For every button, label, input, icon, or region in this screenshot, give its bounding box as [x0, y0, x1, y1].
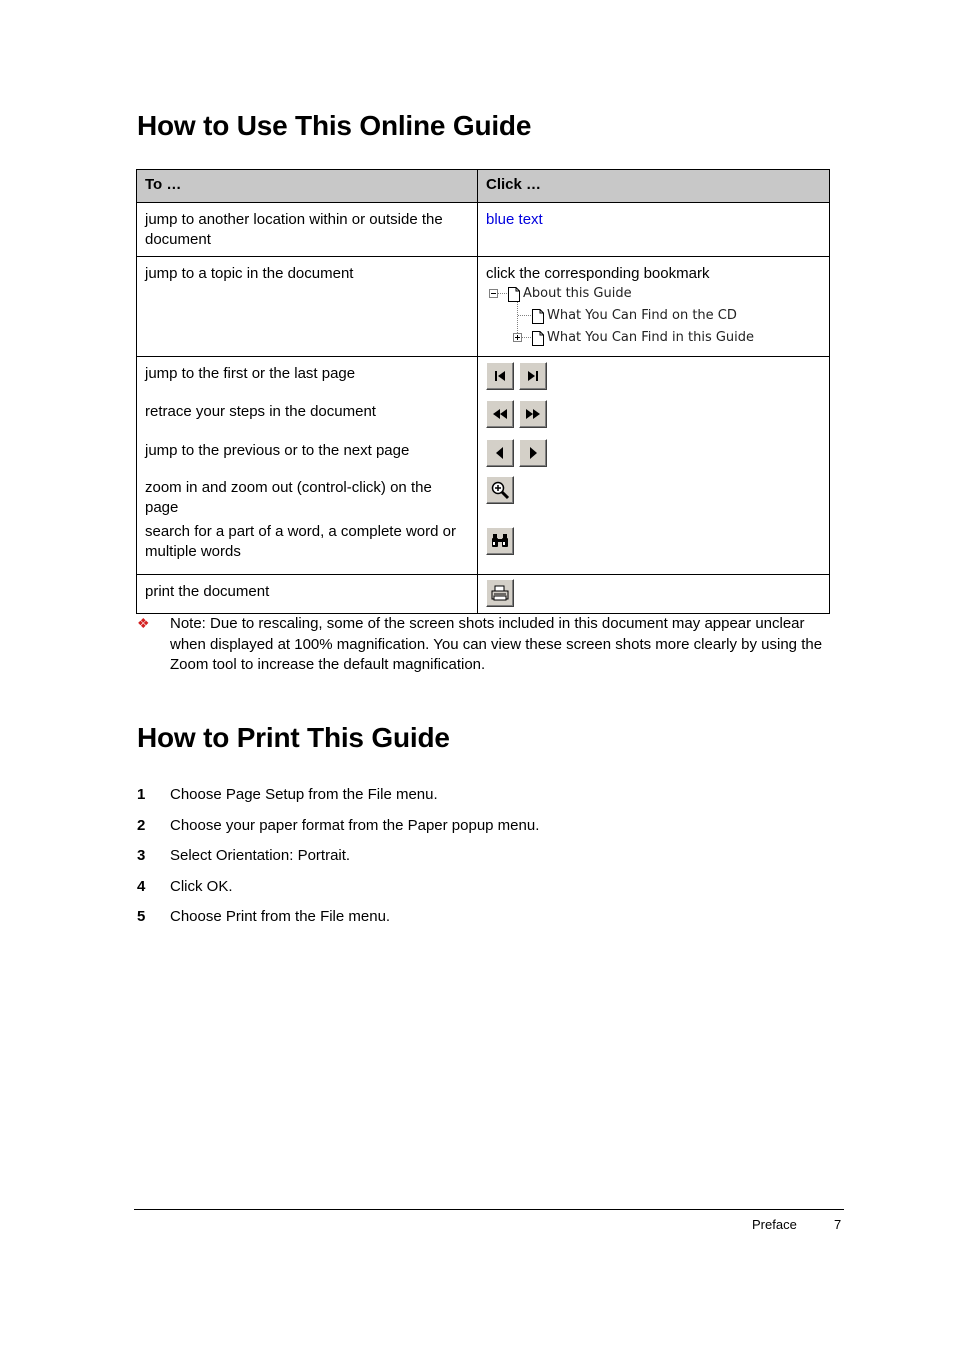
next-page-icon[interactable] [519, 439, 547, 467]
list-item [137, 878, 539, 909]
rescaling-note [137, 614, 837, 676]
bookmark-label: What You Can Find in this Guide [547, 330, 755, 345]
print-icon[interactable] [486, 579, 514, 607]
print-steps-list [137, 786, 539, 939]
list-item [137, 847, 539, 878]
bookmark-tree [486, 284, 821, 350]
last-page-icon[interactable] [519, 362, 547, 390]
table-row [137, 575, 830, 614]
table-row [137, 203, 830, 257]
page-icon [508, 287, 520, 302]
step-number: 2 [137, 816, 146, 834]
step-text: Click OK. [170, 877, 233, 895]
column-header-click: Click … [478, 170, 830, 203]
step-number: 4 [137, 877, 146, 895]
step-number: 1 [137, 786, 146, 803]
action-search: search for a part of a word, a complete word or multiple words [145, 523, 456, 560]
page-icon [532, 331, 544, 346]
diamond-bullet-icon: ❖ [137, 615, 150, 631]
bookmark-item[interactable] [508, 284, 632, 304]
action-zoom: zoom in and zoom out (control-click) on the page [145, 479, 432, 516]
table-row [137, 357, 830, 575]
first-page-icon[interactable] [486, 362, 514, 390]
step-number: 3 [137, 847, 146, 864]
row-action: print the document [137, 575, 478, 614]
row-action: jump to a topic in the document [137, 257, 478, 357]
column-header-to: To … [137, 170, 478, 203]
go-back-icon[interactable] [486, 400, 514, 428]
step-text: Choose Page Setup from the File menu. [170, 786, 438, 803]
action-prev-next: jump to the previous or to the next page [145, 442, 410, 459]
note-text: Note: Due to rescaling, some of the screen shots included in this document may appear unclear when displayed at 100% magnification. You can view these screen shots more clearly by using the Zoom tool to increase the default magnification. [170, 615, 823, 673]
zoom-icon[interactable] [486, 476, 514, 504]
row-click [478, 203, 830, 257]
go-forward-icon[interactable] [519, 400, 547, 428]
section-title-online-guide: How to Use This Online Guide [137, 110, 532, 141]
bookmark-label: About this Guide [523, 286, 632, 301]
previous-page-icon[interactable] [486, 439, 514, 467]
bookmark-instruction: click the corresponding bookmark [486, 265, 710, 282]
step-text: Select Orientation: Portrait. [170, 847, 351, 864]
table-header-row [137, 170, 830, 203]
bookmark-label: What You Can Find on the CD [547, 308, 737, 323]
usage-table [136, 169, 830, 614]
footer-section-name: Preface [752, 1217, 797, 1232]
bookmark-item[interactable] [532, 328, 754, 348]
list-item [137, 786, 539, 817]
row-click [478, 257, 830, 357]
action-first-last: jump to the first or the last page [145, 365, 356, 382]
list-item [137, 908, 539, 939]
page-number: 7 [834, 1217, 842, 1232]
action-retrace: retrace your steps in the document [145, 403, 376, 420]
bookmark-item[interactable] [532, 306, 737, 326]
step-text: Choose Print from the File menu. [170, 908, 391, 925]
step-number: 5 [137, 908, 146, 925]
blue-text-link[interactable]: blue text [486, 211, 543, 228]
section-title-print-guide: How to Print This Guide [137, 722, 450, 753]
list-item [137, 817, 539, 848]
row-buttons [478, 357, 830, 575]
table-row [137, 257, 830, 357]
row-actions-list [137, 357, 478, 575]
row-action: jump to another location within or outside the document [137, 203, 478, 257]
footer-divider [134, 1209, 844, 1210]
page-icon [532, 309, 544, 324]
step-text: Choose your paper format from the Paper popup menu. [170, 816, 540, 834]
row-click [478, 575, 830, 614]
find-binoculars-icon[interactable] [486, 527, 514, 555]
